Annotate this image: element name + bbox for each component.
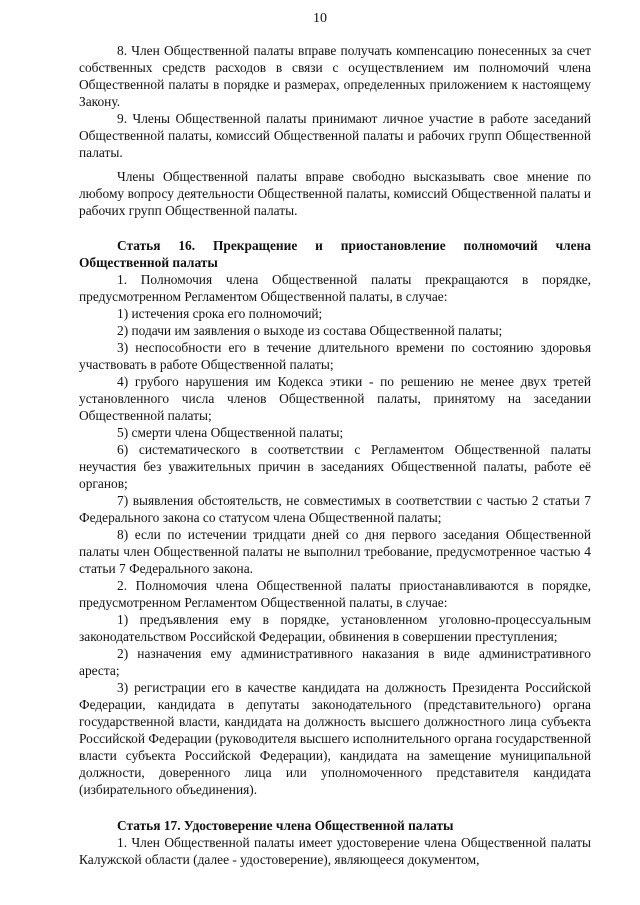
article-16-part-1-item-7: 7) выявления обстоятельств, не совместимых в соответствии с частью 2 статьи 7 Федерального закона со статусом члена Общественной палаты; [79, 493, 591, 525]
article-16-part-2-item-2: 2) назначения ему административного наказания в виде административного ареста; [79, 646, 591, 678]
document-body [79, 42, 591, 868]
page-number: 10 [313, 11, 327, 26]
article-16-part-1-item-5: 5) смерти члена Общественной палаты; [117, 425, 344, 440]
article-16-part-1-intro: 1. Полномочия члена Общественной палаты прекращаются в порядке, предусмотренном Регламентом Общественной палаты, в случае: [79, 272, 591, 304]
paragraph-9-continuation: Члены Общественной палаты вправе свободно высказывать свое мнение по любому вопросу деятельности Общественной палаты, комиссий Общественной палаты и рабочих групп Общественной палаты. [79, 169, 591, 218]
paragraph-9: 9. Члены Общественной палаты принимают личное участие в работе заседаний Общественной палаты, комиссий Общественной палаты и рабочих групп Общественной палаты. [79, 111, 591, 160]
article-16-part-1-item-3: 3) неспособности его в течение длительного времени по состоянию здоровья участвовать в работе Общественной палаты; [79, 340, 591, 372]
article-16-part-2-item-3: 3) регистрации его в качестве кандидата на должность Президента Российской Федерации, кандидата в депутаты законодательного (представительного) органа государственной власти, кандидата на должность высшего должностного лица субъекта Российской Федерации (руководителя высшего исполнительного органа государственной власти субъекта Российской Федерации), кандидата на замещение муниципальной должности, доверенного лица или уполномоченного представителя кандидата (избирательного объединения). [79, 680, 591, 797]
article-17-heading: Статья 17. Удостоверение члена Общественной палаты [117, 818, 454, 833]
paragraph-8: 8. Член Общественной палаты вправе получать компенсацию понесенных за счет собственных средств расходов в связи с осуществлением им полномочий члена Общественной палаты в порядке и размерах, определенных приложением к настоящему Закону. [79, 43, 591, 109]
article-16-part-1-item-6: 6) систематического в соответствии с Регламентом Общественной палаты неучастия без уважительных причин в заседаниях Общественной палаты, работе её органов; [79, 442, 591, 491]
article-16-part-1-item-8: 8) если по истечении тридцати дней со дня первого заседания Общественной палаты член Общественной палаты не выполнил требование, предусмотренное частью 4 статьи 7 Федерального закона. [79, 527, 591, 576]
article-16-heading: Статья 16. Прекращение и приостановление полномочий члена Общественной палаты [79, 238, 591, 270]
article-16-part-1-item-4: 4) грубого нарушения им Кодекса этики - по решению не менее двух третей установленного числа членов Общественной палаты, принятому на заседании Общественной палаты; [79, 374, 591, 423]
article-17-part-1: 1. Член Общественной палаты имеет удостоверение члена Общественной палаты Калужской области (далее - удостоверение), являющееся документом, [79, 835, 591, 867]
article-16-part-1-item-2: 2) подачи им заявления о выходе из состава Общественной палаты; [117, 323, 503, 338]
article-16-part-1-item-1: 1) истечения срока его полномочий; [117, 306, 323, 321]
article-16-part-2-item-1: 1) предъявления ему в порядке, установленном уголовно-процессуальным законодательством Российской Федерации, обвинения в совершении преступления; [79, 612, 591, 644]
article-16-part-2-intro: 2. Полномочия члена Общественной палаты приостанавливаются в порядке, предусмотренном Регламентом Общественной палаты, в случае: [79, 578, 591, 610]
